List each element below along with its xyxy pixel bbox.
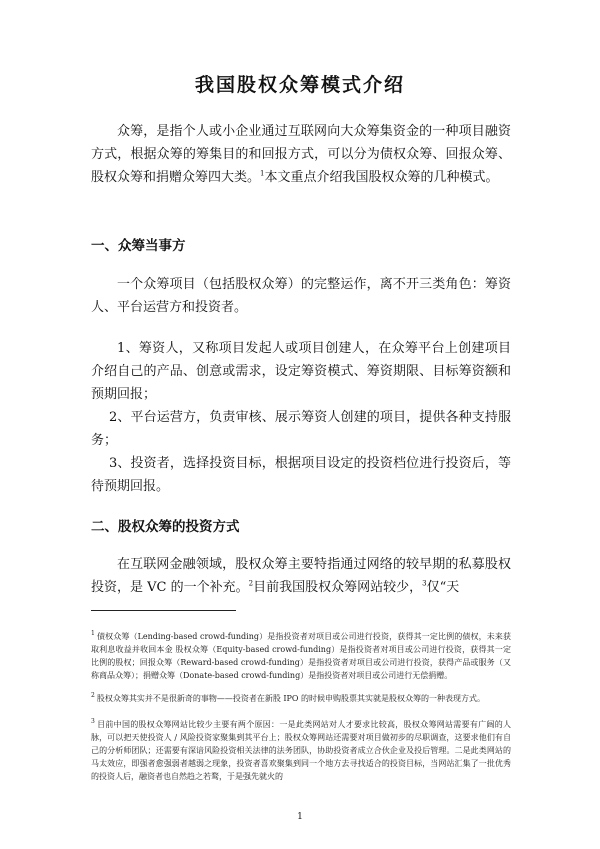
footnote-ref-2[interactable]: 2 bbox=[248, 579, 254, 588]
footnote-ref-1[interactable]: 1 bbox=[260, 169, 265, 178]
section-2-paragraph bbox=[91, 553, 511, 599]
section-1-item-2: 2、平台运营方，负责审核、展示筹资人创建的项目，提供各种支持服务； bbox=[91, 410, 511, 448]
footnote-ref-3[interactable]: 3 bbox=[422, 579, 427, 588]
section-1-paragraph: 一个众筹项目（包括股权众筹）的完整运作，离不开三类角色：筹资人、平台运营方和投资者。 bbox=[91, 277, 511, 315]
footnote-3-number: 3 bbox=[91, 718, 95, 726]
intro-text-a: 众筹，是指个人或小企业通过互联网向大众筹集资金的一种项目融资方式，根据众筹的筹集目的和回报方式，可以分为债权众筹、回报众筹、股权众筹和捐赠众筹四大类。 bbox=[91, 124, 511, 185]
footnote-1-number: 1 bbox=[91, 630, 95, 638]
footnote-2-number: 2 bbox=[91, 692, 95, 700]
section-1-heading: 一、众筹当事方 bbox=[91, 238, 186, 254]
footnote-2-text: 股权众筹其实并不是很新奇的事物——投资者在新股 IPO 的时候申购股票其实就是股权众筹的一种表现方式。 bbox=[96, 694, 486, 703]
footnote-1-text: 债权众筹（Lending-based crowd-funding）是指投资者对项目或公司进行投资，获得其一定比例的债权，未来获取利息收益并收回本金 股权众筹（Equity-based crowd-funding）是指投资者对项目或公司进行投资，获得其一定比例的股权；回报众筹（Reward-based crowd-funding）是指投资者对项目或公司进行投资，获得产品或服务（又称商品众筹）；捐赠众筹（Donate-based crowd-funding）是指投资者对项目或公司进行无偿捐赠。 bbox=[91, 632, 511, 680]
document-title: 我国股权众筹模式介绍 bbox=[194, 74, 405, 96]
section-2-text-b: 目前我国股权众筹网站较少， bbox=[253, 580, 423, 595]
footnote-3-text: 目前中国的股权众筹网站比较少主要有两个原因：一是此类网站对人才要求比较高，股权众筹网站需要有广阔的人脉，可以把天使投资人 / 风险投资家聚集到其平台上；股权众筹网站还需要对项目做初步的尽职调查，这要求他们有自己的分析师团队；还需要有深谙风险投资相关法律的法务团队，协助投资者成立合伙企业及投后管理。二是此类网站的马太效应，即强者愈强弱者越弱之现象，投资者喜欢聚集到同一个地方去寻找适合的投资目标，当网站汇集了一批优秀的投资人后，融资者也自然趋之若鹜，于是强先就火的 bbox=[91, 720, 511, 781]
section-2-text-c: 仅“天 bbox=[426, 580, 460, 595]
section-2-heading: 二、股权众筹的投资方式 bbox=[91, 519, 240, 535]
intro-paragraph bbox=[91, 120, 511, 189]
footnote-separator bbox=[91, 610, 236, 611]
footnote-3 bbox=[91, 718, 511, 783]
footnote-2 bbox=[91, 692, 511, 705]
page-number: 1 bbox=[297, 812, 303, 822]
intro-text-b: 本文重点介绍我国股权众筹的几种模式。 bbox=[264, 170, 499, 185]
section-1-item-3: 3、投资者，选择投资目标，根据项目设定的投资档位进行投资后，等待预期回报。 bbox=[91, 456, 511, 494]
section-1-item-1: 1、筹资人，又称项目发起人或项目创建人，在众筹平台上创建项目介绍自己的产品、创意或需求，设定筹资模式、筹资期限、目标筹资额和预期回报； bbox=[91, 341, 511, 402]
footnote-1 bbox=[91, 630, 511, 682]
section-2-text-a: 在互联网金融领域，股权众筹主要特指通过网络的较早期的私募股权投资，是 VC 的一个补充。 bbox=[91, 557, 511, 595]
